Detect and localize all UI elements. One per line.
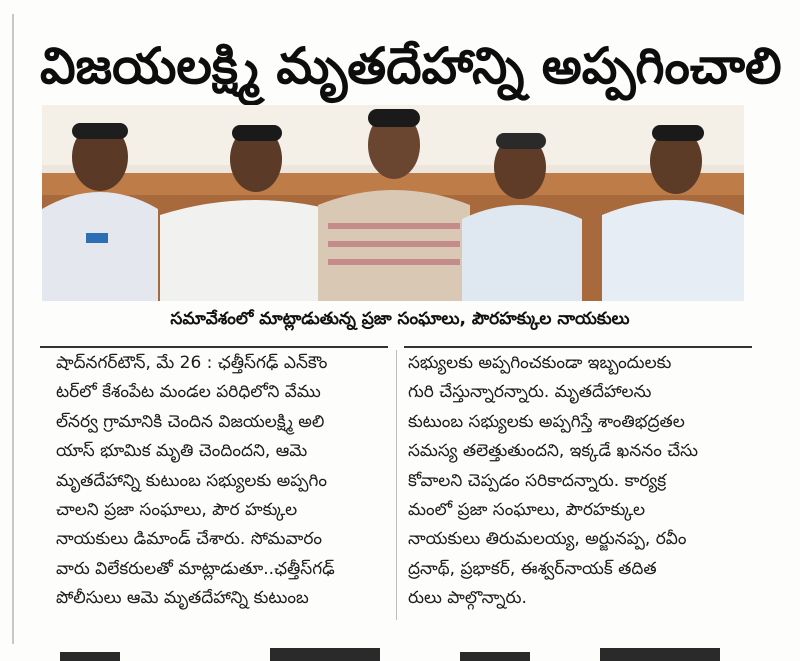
next-article-cutoff (40, 646, 760, 661)
body-line: షాద్‌నగర్‌టౌన్, మే 26 : ఛత్తీస్‌గఢ్ ఎన్‌కౌం (56, 353, 328, 373)
photo-caption: సమావేశంలో మాట్లాడుతున్న ప్రజా సంఘాలు, పౌరహక్కుల నాయకులు (170, 309, 630, 329)
caption-divider-right (404, 346, 752, 348)
body-line: యాస్ భూమిక మృతి చెందిందని, ఆమె (56, 441, 308, 462)
caption-divider-left (40, 346, 388, 348)
body-line: సభ్యులకు అప్పగించకుండా ఇబ్బందులకు (408, 353, 672, 373)
body-line: ద్రనాథ్, ప్రభాకర్, ఈశ్వర్‌నాయక్ తదిత (408, 558, 657, 579)
body-line: కోవాలని చెప్పడం సరికాదన్నారు. కార్యక్ర (408, 470, 667, 491)
body-line: టర్‌లో కేశంపేట మండల పరిధిలోని వేము (56, 382, 321, 403)
column-separator (396, 350, 397, 620)
body-line: కుటుంబ సభ్యులకు అప్పగిస్తే శాంతిభద్రతల (408, 411, 685, 432)
body-line: పోలీసులు ఆమె మృతదేహాన్ని కుటుంబ (56, 588, 309, 609)
body-line: చాలని ప్రజా సంఘాలు, పౌర హక్కుల (56, 500, 298, 521)
article-headline: విజయలక్ష్మి మృతదేహాన్ని అప్పగించాలి (40, 37, 782, 95)
body-line: మంలో ప్రజా సంఘాలు, పౌరహక్కుల (408, 500, 646, 521)
body-line: వారు విలేకరులతో మాట్లాడుతూ..ఛత్తీస్‌గఢ్ (56, 558, 335, 579)
group-photo-illustration (42, 105, 744, 301)
cutoff-text-fragments (40, 646, 760, 661)
news-photo (42, 105, 744, 301)
article-body-left-column (56, 349, 386, 614)
body-line: ల్‌నర్వ గ్రామానికి చెందిన విజయలక్ష్మి అలి (56, 411, 325, 432)
body-line: గురి చేస్తున్నారన్నారు. మృతదేహాలను (408, 382, 652, 403)
body-line: రులు పాల్గొన్నారు. (408, 588, 527, 609)
body-line: మృతదేహాన్ని కుటుంబ సభ్యులకు అప్పగిం (56, 470, 327, 491)
body-line: నాయకులు తిరుమలయ్య, అర్జునప్ప, రవీం (408, 529, 687, 550)
body-line: సమస్య తలెత్తుతుందని, ఇక్కడే ఖననం చేసు (408, 441, 698, 462)
article-body-right-column (408, 349, 756, 614)
body-line: నాయకులు డిమాండ్ చేశారు. సోమవారం (56, 529, 323, 550)
